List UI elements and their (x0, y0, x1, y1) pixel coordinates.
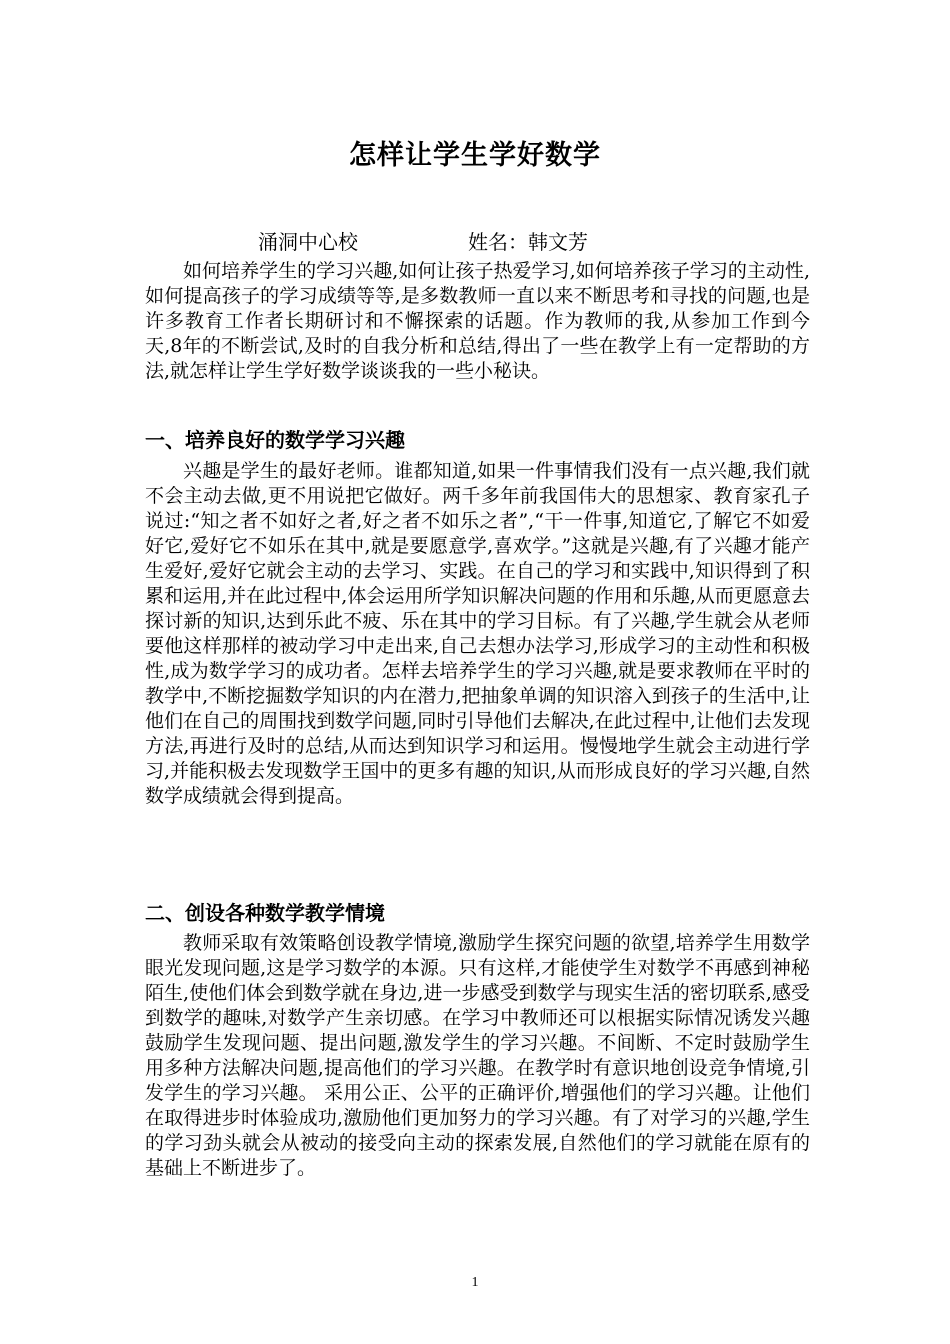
document-title: 怎样让学生学好数学 (349, 140, 601, 171)
section-heading-1: 一、培养良好的数学学习兴趣 (145, 428, 405, 452)
author-line (258, 226, 588, 255)
section-paragraph-1: 兴趣是学生的最好老师。谁都知道,如果一件事情我们没有一点兴趣,我们就不会主动去做,更不用说把它做好。两千多年前我国伟大的思想家、教育家孔子说过:“知之者不如好之者,好之者不如乐之者”,“干一件事,知道它,了解它不如爱好它,爱好它不如乐在其中,就是要愿意学,喜欢学。”这就是兴趣,有了兴趣才能产生爱好,爱好它就会主动的去学习、实践。在自己的学习和实践中,知识得到了积累和运用,并在此过程中,体会运用所学知识解决问题的作用和乐趣,从而更愿意去探讨新的知识,达到乐此不疲、乐在其中的学习目标。有了兴趣,学生就会从老师要他这样那样的被动学习中走出来,自己去想办法学习,形成学习的主动性和积极性,成为数学学习的成功者。怎样去培养学生的学习兴趣,就是要求教师在平时的教学中,不断挖掘数学知识的内在潜力,把抽象单调的知识溶入到孩子的生活中,让他们在自己的周围找到数学问题,同时引导他们去解决,在此过程中,让他们去发现方法,再进行及时的总结,从而达到知识学习和运用。慢慢地学生就会主动进行学习,并能积极去发现数学王国中的更多有趣的知识,从而形成良好的学习兴趣,自然数学成绩就会得到提高。 (145, 460, 810, 807)
intro-paragraph: 如何培养学生的学习兴趣,如何让孩子热爱学习,如何培养孩子学习的主动性,如何提高孩子的学习成绩等等,是多数教师一直以来不断思考和寻找的问题,也是许多教育工作者长期研讨和不懈探索的话题。作为教师的我,从参加工作到今天,8年的不断尝试,及时的自我分析和总结,得出了一些在教学上有一定帮助的方法,就怎样让学生学好数学谈谈我的一些小秘诀。 (145, 260, 810, 382)
author-name: 姓名：韩文芳 (468, 230, 588, 254)
section-heading-2: 二、创设各种数学教学情境 (145, 901, 385, 925)
page-number: 1 (471, 1275, 479, 1290)
school-name: 涌洞中心校 (258, 230, 358, 254)
section-paragraph-2: 教师采取有效策略创设教学情境,激励学生探究问题的欲望,培养学生用数学眼光发现问题,这是学习数学的本源。只有这样,才能使学生对数学不再感到神秘陌生,使他们体会到数学就在身边,进一步感受到数学与现实生活的密切联系,感受到数学的趣味,对数学产生亲切感。在学习中教师还可以根据实际情况诱发兴趣鼓励学生发现问题、提出问题,激发学生的学习兴趣。不间断、不定时鼓励学生用多种方法解决问题,提高他们的学习兴趣。在教学时有意识地创设竞争情境,引发学生的学习兴趣。 采用公正、公平的正确评价,增强他们的学习兴趣。让他们在取得进步时体验成功,激励他们更加努力的学习兴趣。有了对学习的兴趣,学生的学习劲头就会从被动的接受向主动的探索发展,自然他们的学习就能在原有的基础上不断进步了。 (145, 932, 810, 1179)
